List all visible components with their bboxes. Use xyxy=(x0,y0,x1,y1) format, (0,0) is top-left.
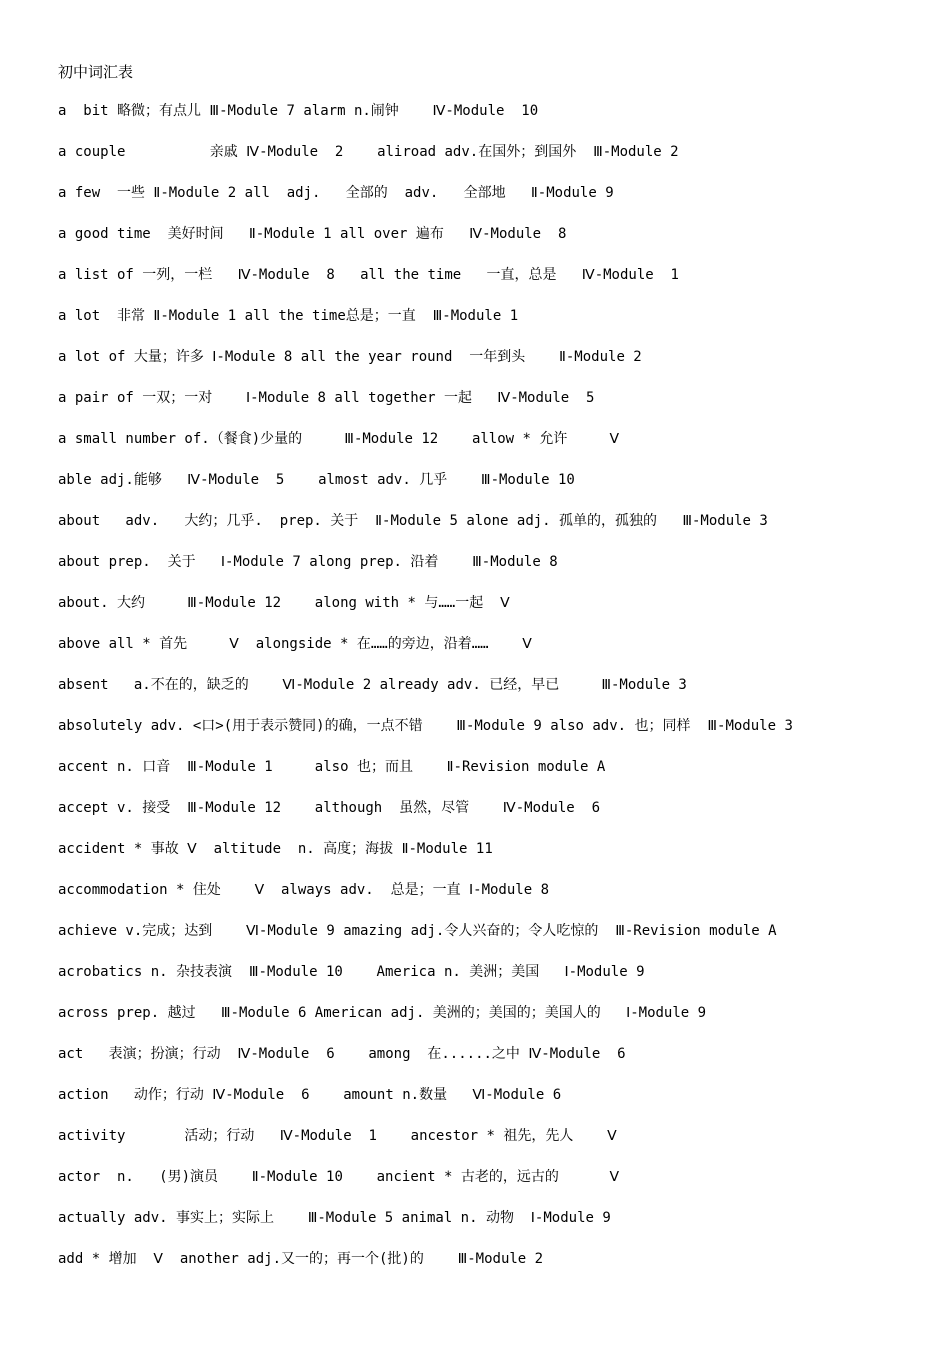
vocab-line: accident * 事故 Ⅴ altitude n. 高度；海拔 Ⅱ-Module 11 xyxy=(58,841,493,857)
vocab-line: a list of 一列，一栏 Ⅳ-Module 8 all the time 一直，总是 Ⅳ-Module 1 xyxy=(58,267,679,283)
vocab-line: about prep. 关于 Ⅰ-Module 7 along prep. 沿着 Ⅲ-Module 8 xyxy=(58,554,558,570)
vocab-line: action 动作；行动 Ⅳ-Module 6 amount n.数量 Ⅵ-Module 6 xyxy=(58,1087,562,1103)
vocab-line: a couple 亲戚 Ⅳ-Module 2 aliroad adv.在国外；到国外 Ⅲ-Module 2 xyxy=(58,144,679,160)
vocab-line: a good time 美好时间 Ⅱ-Module 1 all over 遍布 Ⅳ-Module 8 xyxy=(58,226,567,242)
vocab-line: able adj.能够 Ⅳ-Module 5 almost adv. 几乎 Ⅲ-Module 10 xyxy=(58,472,575,488)
document-title: 初中词汇表 xyxy=(58,63,134,81)
vocab-line: act 表演；扮演；行动 Ⅳ-Module 6 among 在......之中 Ⅳ-Module 6 xyxy=(58,1046,626,1062)
document-page xyxy=(58,60,938,1290)
vocab-line: a lot 非常 Ⅱ-Module 1 all the time总是；一直 Ⅲ-Module 1 xyxy=(58,308,519,324)
vocab-line: accommodation * 住处 Ⅴ always adv. 总是；一直 Ⅰ-Module 8 xyxy=(58,882,549,898)
vocab-line: actor n. (男)演员 Ⅱ-Module 10 ancient * 古老的，远古的 Ⅴ xyxy=(58,1169,620,1185)
vocab-line: achieve v.完成；达到 Ⅵ-Module 9 amazing adj.令人兴奋的；令人吃惊的 Ⅲ-Revision module A xyxy=(58,923,777,939)
vocabulary-list xyxy=(58,101,938,1290)
vocab-line: add * 增加 Ⅴ another adj.又一的；再一个(批)的 Ⅲ-Module 2 xyxy=(58,1251,544,1267)
vocab-line: across prep. 越过 Ⅲ-Module 6 American adj. 美洲的；美国的；美国人的 Ⅰ-Module 9 xyxy=(58,1005,707,1021)
vocab-line: about. 大约 Ⅲ-Module 12 along with * 与……一起 Ⅴ xyxy=(58,595,510,611)
vocab-line: absolutely adv. <口>(用于表示赞同)的确，一点不错 Ⅲ-Module 9 also adv. 也；同样 Ⅲ-Module 3 xyxy=(58,718,793,734)
vocab-line: absent a.不在的，缺乏的 Ⅵ-Module 2 already adv. 已经，早已 Ⅲ-Module 3 xyxy=(58,677,687,693)
vocab-line: accent n. 口音 Ⅲ-Module 1 also 也；而且 Ⅱ-Revision module A xyxy=(58,759,606,775)
vocab-line: a few 一些 Ⅱ-Module 2 all adj. 全部的 adv. 全部地 Ⅱ-Module 9 xyxy=(58,185,614,201)
vocab-line: a bit 略微；有点儿 Ⅲ-Module 7 alarm n.闹钟 Ⅳ-Module 10 xyxy=(58,103,539,119)
vocab-line: activity 活动；行动 Ⅳ-Module 1 ancestor * 祖先，先人 Ⅴ xyxy=(58,1128,617,1144)
vocab-line: acrobatics n. 杂技表演 Ⅲ-Module 10 America n. 美洲；美国 Ⅰ-Module 9 xyxy=(58,964,645,980)
vocab-line: above all * 首先 Ⅴ alongside * 在……的旁边，沿着…… Ⅴ xyxy=(58,636,532,652)
vocab-line: about adv. 大约；几乎. prep. 关于 Ⅱ-Module 5 alone adj. 孤单的，孤独的 Ⅲ-Module 3 xyxy=(58,513,768,529)
vocab-line: accept v. 接受 Ⅲ-Module 12 although 虽然，尽管 Ⅳ-Module 6 xyxy=(58,800,601,816)
vocab-line: a small number of.（餐食)少量的 Ⅲ-Module 12 allow * 允许 Ⅴ xyxy=(58,431,620,447)
vocab-line: actually adv. 事实上；实际上 Ⅲ-Module 5 animal n. 动物 Ⅰ-Module 9 xyxy=(58,1210,611,1226)
vocab-line: a pair of 一双；一对 Ⅰ-Module 8 all together 一起 Ⅳ-Module 5 xyxy=(58,390,595,406)
vocab-line: a lot of 大量；许多 Ⅰ-Module 8 all the year round 一年到头 Ⅱ-Module 2 xyxy=(58,349,642,365)
